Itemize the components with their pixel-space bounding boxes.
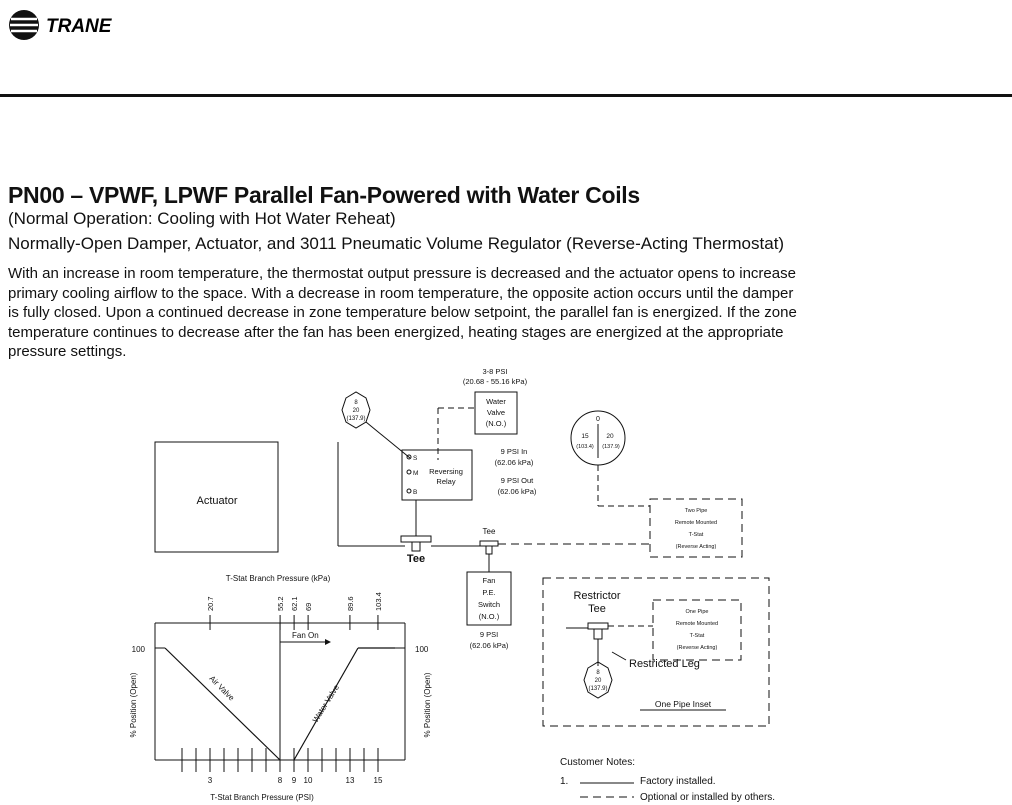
relay-label: Reversing <box>429 467 463 476</box>
x-tick-label: 13 <box>345 776 355 785</box>
fan-switch-label: Fan <box>482 576 496 585</box>
pneumatic-diagram <box>0 360 1012 805</box>
fan-switch-label: P.E. <box>482 588 496 597</box>
x-axis-label: T-Stat Branch Pressure (PSI) <box>210 793 314 802</box>
relay-port-s: S <box>413 455 418 462</box>
two-pipe-label: (Reverse Acting) <box>675 544 717 550</box>
series-line-air-valve <box>165 648 280 760</box>
restrictor-tee-label: Restrictor <box>573 590 621 602</box>
subtitle-operation: (Normal Operation: Cooling with Hot Water Reheat) <box>8 209 396 228</box>
top-tick-label: 103.4 <box>373 592 383 611</box>
gauge-inset-label: 8 <box>596 670 600 676</box>
fan-switch-label: (N.O.) <box>478 612 500 621</box>
gauge-inset-label: (137.9) <box>588 686 608 692</box>
two-pipe-label: Remote Mounted <box>674 520 718 526</box>
fan-switch-label: Switch <box>477 600 501 609</box>
y-right-label: % Position (Open) <box>423 672 432 738</box>
relay-label: Relay <box>436 477 456 486</box>
series-label-air-valve: Air Valve <box>207 673 237 703</box>
gauge-large-label: (103.4) <box>576 444 594 450</box>
two-pipe-label: T-Stat <box>688 532 704 538</box>
water-valve-label: (N.O.) <box>485 419 507 428</box>
psi-out-kpa: (62.06 kPa) <box>497 487 537 496</box>
one-pipe-label: Remote Mounted <box>675 621 719 627</box>
y-right-value: 100 <box>415 645 429 654</box>
tee-main-label: Tee <box>406 553 426 565</box>
restricted-leg-label: Restricted Leg <box>629 658 700 670</box>
page-title: PN00 – VPWF, LPWF Parallel Fan-Powered with Water Coils <box>8 182 640 208</box>
one-pipe-label: (Reverse Acting) <box>676 645 718 651</box>
notes-optional: Optional or installed by others. <box>640 792 776 803</box>
x-tick-label: 15 <box>373 776 383 785</box>
one-pipe-label: One Pipe <box>685 609 709 615</box>
description <box>8 264 998 362</box>
gauge-large-label: (137.9) <box>602 444 620 450</box>
top-tick-label: 69 <box>304 602 314 611</box>
y-left-label: % Position (Open) <box>129 672 138 738</box>
fan-switch-psi: 9 PSI <box>479 630 499 639</box>
x-tick-label: 10 <box>303 776 313 785</box>
x-tick-label: 8 <box>277 776 283 785</box>
kpa-range-label: (20.68 - 55.16 kPa) <box>462 377 528 386</box>
psi-range-label: 3-8 PSI <box>482 367 508 376</box>
notes-heading: Customer Notes: <box>560 757 636 768</box>
one-pipe-label: T-Stat <box>689 633 705 639</box>
gauge-large-label: 20 <box>606 433 614 440</box>
relay-port-b: B <box>413 489 418 496</box>
gauge-small-label: 20 <box>352 408 360 414</box>
restrictor-tee-label: Tee <box>588 603 606 615</box>
x-tick-label: 3 <box>207 776 213 785</box>
gauge-small-label: (137.9) <box>346 416 366 422</box>
relay-port-m: M <box>413 470 419 477</box>
trane-logo <box>6 5 166 45</box>
description-line: pressure settings. <box>8 343 127 360</box>
gauge-large-label: 15 <box>581 433 589 440</box>
fan-on-label: Fan On <box>292 631 319 640</box>
gauge-small-label: 8 <box>354 400 358 406</box>
water-valve-label: Water <box>486 397 506 406</box>
psi-in-kpa: (62.06 kPa) <box>494 458 534 467</box>
series-label-water-valve: Water Valve <box>310 683 342 725</box>
psi-out-label: 9 PSI Out <box>500 476 534 485</box>
top-tick-label: 55.2 <box>276 596 286 611</box>
top-tick-label: 89.6 <box>345 596 355 611</box>
fan-switch-kpa: (62.06 kPa) <box>469 641 509 650</box>
top-axis-label: T-Stat Branch Pressure (kPa) <box>225 574 331 583</box>
top-tick-label: 20.7 <box>206 596 216 611</box>
description-line: With an increase in room temperature, the thermostat output pressure is decreased and the actuator opens to increase <box>8 265 796 282</box>
psi-in-label: 9 PSI In <box>500 447 528 456</box>
two-pipe-label: Two Pipe <box>684 508 708 514</box>
header-divider <box>0 94 1012 97</box>
actuator-label: Actuator <box>196 495 238 507</box>
water-valve-label: Valve <box>486 408 506 417</box>
x-tick-label: 9 <box>291 776 297 785</box>
notes-item-number: 1. <box>560 776 569 787</box>
gauge-inset-label: 20 <box>594 678 602 684</box>
tee-small-label: Tee <box>482 527 496 536</box>
notes-factory: Factory installed. <box>640 776 716 787</box>
description-line: primary cooling airflow to the space. With a decrease in room temperature, the opposite action occurs until the damper <box>8 284 794 302</box>
top-tick-label: 62.1 <box>290 596 300 611</box>
description-line: temperature continues to decrease after the fan has been energized, heating stages are energized at the appropriate <box>8 323 784 341</box>
y-left-value: 100 <box>131 645 145 654</box>
gauge-large-label: 0 <box>596 416 600 423</box>
brand-name: TRANE <box>46 16 112 37</box>
subtitle-configuration: Normally-Open Damper, Actuator, and 3011 Pneumatic Volume Regulator (Reverse-Acting Thermostat) <box>8 234 785 253</box>
one-pipe-inset-label: One Pipe Inset <box>654 699 712 709</box>
description-line: is fully closed. Upon a continued decrease in zone temperature below setpoint, the parallel fan is energized. If the zone <box>8 304 797 321</box>
